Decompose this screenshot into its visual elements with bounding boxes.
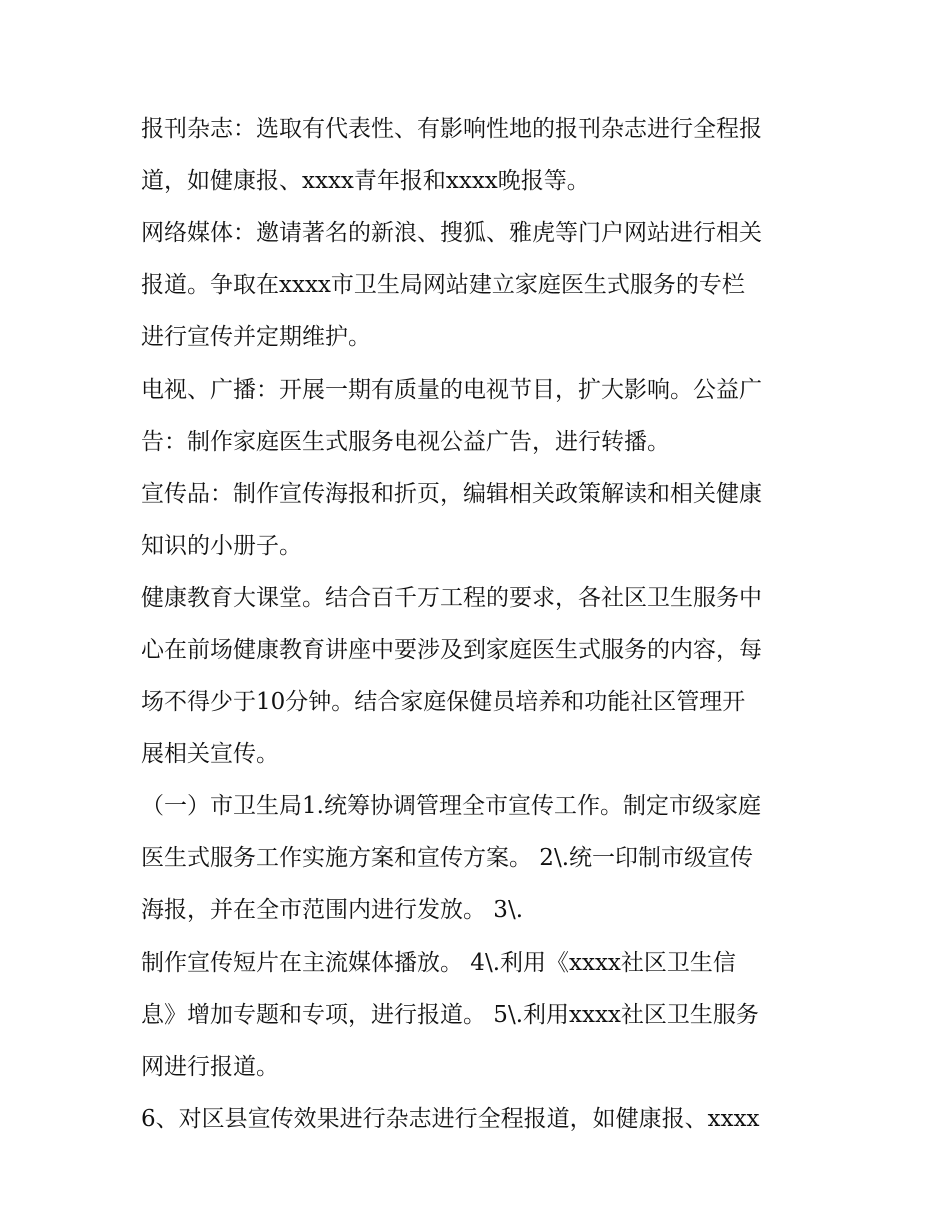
- text-line: 医生式服务工作实施方案和宣传方案。 2\.统一印制市级宣传: [141, 845, 754, 871]
- text-line: 宣传品：制作宣传海报和折页，编辑相关政策解读和相关健康: [141, 481, 762, 507]
- text-line: 健康教育大课堂。结合百千万工程的要求，各社区卫生服务中: [141, 585, 762, 611]
- text-line: 息》增加专题和专项，进行报道。 5\.利用xxxx社区卫生服务: [141, 1002, 759, 1028]
- text-line: （一）市卫生局1.统筹协调管理全市宣传工作。制定市级家庭: [141, 793, 761, 819]
- text-line: 场不得少于10分钟。结合家庭保健员培养和功能社区管理开: [141, 689, 746, 715]
- text-line: 告：制作家庭医生式服务电视公益广告，进行转播。: [141, 429, 670, 455]
- text-line: 进行宣传并定期维护。: [141, 324, 371, 350]
- text-line: 道，如健康报、xxxx青年报和xxxx晚报等。: [141, 168, 590, 194]
- text-line: 心在前场健康教育讲座中要涉及到家庭医生式服务的内容，每: [141, 637, 762, 663]
- text-line: 海报，并在全市范围内进行发放。 3\.: [141, 897, 524, 923]
- text-line: 电视、广播：开展一期有质量的电视节目，扩大影响。公益广: [141, 377, 762, 403]
- text-line: 展相关宣传。: [141, 741, 279, 767]
- text-line: 报道。争取在xxxx市卫生局网站建立家庭医生式服务的专栏: [141, 272, 745, 298]
- text-line: 网进行报道。: [141, 1054, 279, 1080]
- text-line: 制作宣传短片在主流媒体播放。 4\.利用《xxxx社区卫生信: [141, 950, 736, 976]
- text-line: 报刊杂志：选取有代表性、有影响性地的报刊杂志进行全程报: [141, 116, 762, 142]
- text-line: 6、对区县宣传效果进行杂志进行全程报道，如健康报、xxxx: [141, 1106, 760, 1132]
- text-line: 网络媒体：邀请著名的新浪、搜狐、雅虎等门户网站进行相关: [141, 220, 762, 246]
- text-line: 知识的小册子。: [141, 533, 302, 559]
